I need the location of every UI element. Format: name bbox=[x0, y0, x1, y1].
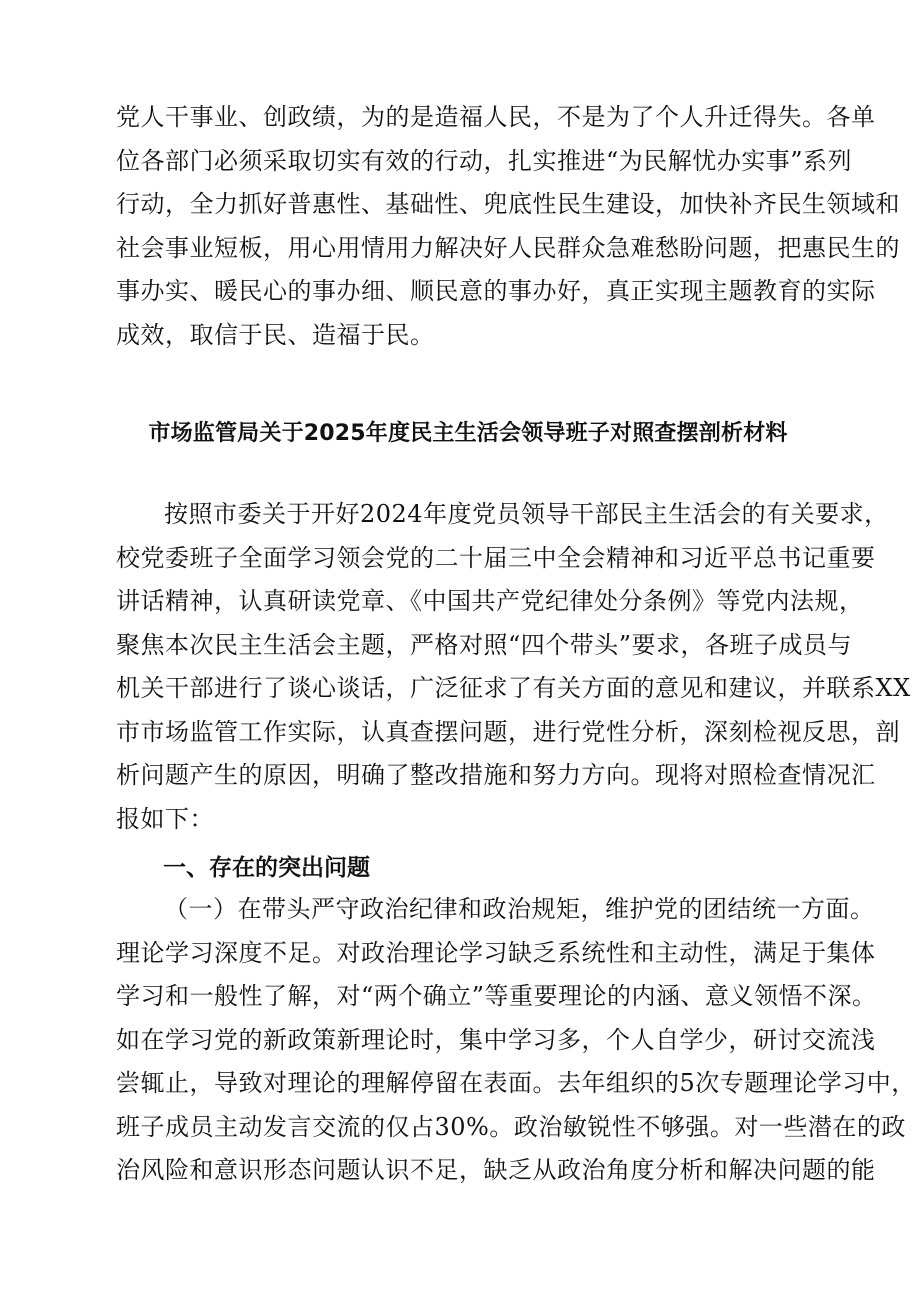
detail-paragraph bbox=[116, 888, 916, 1193]
detail-line: 理论学习深度不足。对政治理论学习缺乏系统性和主动性，满足于集体 bbox=[116, 938, 876, 967]
report-line: 讲话精神，认真研读党章、《中国共产党纪律处分条例》等党内法规， bbox=[116, 587, 864, 615]
intro-line: 行动，全力抓好普惠性、基础性、兜底性民生建设，加快补齐民生领域和 bbox=[116, 190, 900, 218]
report-line: 机关干部进行了谈心谈话，广泛征求了有关方面的意见和建议，并联系XX bbox=[116, 674, 911, 702]
report-paragraph bbox=[116, 493, 911, 841]
intro-line: 党人干事业、创政绩，为的是造福人民，不是为了个人升迁得失。各单 bbox=[116, 103, 876, 131]
document-title: 市场监管局关于2025年度民主生活会领导班子对照查摆剖析材料 bbox=[148, 421, 788, 446]
detail-line: 治风险和意识形态问题认识不足，缺乏从政治角度分析和解决问题的能 bbox=[116, 1156, 876, 1184]
intro-line: 事办实、暖民心的事办细、顺民意的事办好，真正实现主题教育的实际 bbox=[116, 277, 876, 305]
report-line: 市市场监管工作实际，认真查摆问题，进行党性分析，深刻检视反思，剖 bbox=[116, 717, 900, 746]
intro-paragraph bbox=[116, 96, 900, 357]
intro-line: 位各部门必须采取切实有效的行动，扎实推进“为民解忧办实事”系列 bbox=[116, 146, 853, 175]
report-line: 校党委班子全面学习领会党的二十届三中全会精神和习近平总书记重要 bbox=[116, 543, 876, 572]
report-line: 析问题产生的原因，明确了整改措施和努力方向。现将对照检查情况汇 bbox=[116, 761, 876, 789]
report-line: 报如下： bbox=[116, 804, 214, 833]
detail-line: （一）在带头严守政治纪律和政治规矩，维护党的团结统一方面。 bbox=[164, 895, 875, 923]
intro-line: 社会事业短板，用心用情用力解决好人民群众急难愁盼问题，把惠民生的 bbox=[116, 233, 900, 262]
detail-line: 学习和一般性了解，对“两个确立”等重要理论的内涵、意义领悟不深。 bbox=[116, 982, 877, 1010]
report-line: 聚焦本次民主生活会主题，严格对照“四个带头”要求，各班子成员与 bbox=[116, 630, 853, 659]
detail-line: 尝辄止，导致对理论的理解停留在表面。去年组织的5次专题理论学习中， bbox=[116, 1069, 916, 1097]
report-line: 按照市委关于开好2024年度党员领导干部民主生活会的有关要求， bbox=[164, 500, 889, 528]
detail-line: 如在学习党的新政策新理论时，集中学习多，个人自学少，研讨交流浅 bbox=[116, 1025, 876, 1054]
detail-line: 班子成员主动发言交流的仅占30%。政治敏锐性不够强。对一些潜在的政 bbox=[116, 1112, 906, 1141]
section-heading: 一、存在的突出问题 bbox=[163, 855, 370, 881]
intro-line: 成效，取信于民、造福于民。 bbox=[116, 320, 435, 349]
